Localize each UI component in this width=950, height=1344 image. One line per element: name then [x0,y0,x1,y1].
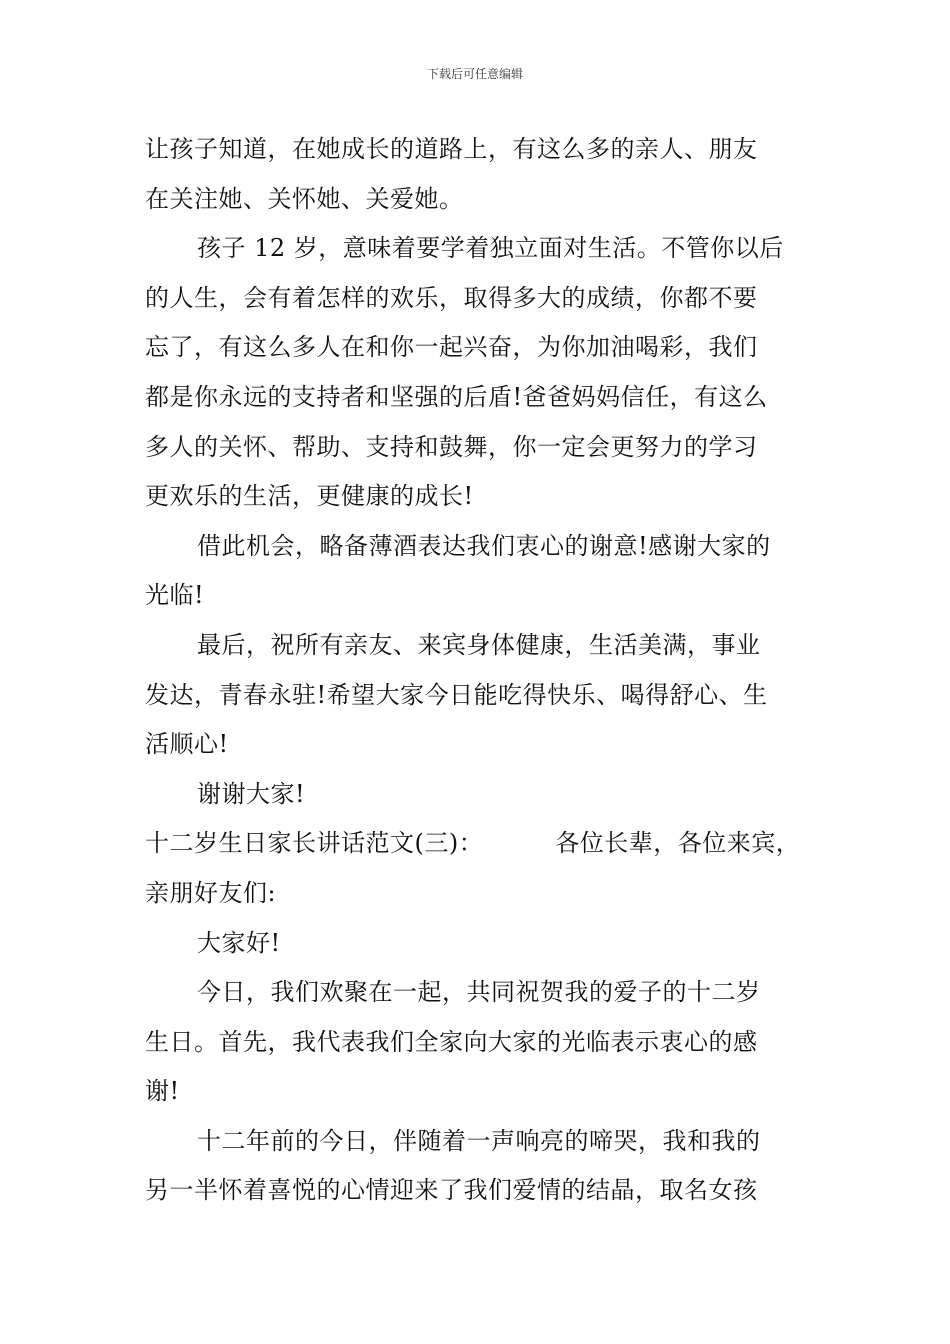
text-line: 另一半怀着喜悦的心情迎来了我们爱情的结晶，取名女孩 [145,1176,758,1205]
text-line: 谢谢大家! [197,779,306,808]
salutation: 各位长辈，各位来宾， [555,829,801,858]
text-line: 的人生，会有着怎样的欢乐，取得多大的成绩，你都不要 [145,283,758,312]
text-line: 十二年前的今日，伴随着一声响亮的啼哭，我和我的 [197,1126,761,1155]
text-line: 发达，青春永驻!希望大家今日能吃得快乐、喝得舒心、生 [145,680,768,709]
text-line: 更欢乐的生活，更健康的成长! [145,482,474,511]
text-line: 最后，祝所有亲友、来宾身体健康，生活美满，事业 [197,630,761,659]
section-heading-line [145,819,825,869]
text-line: 让孩子知道，在她成长的道路上，有这么多的亲人、朋友 [145,135,758,163]
text-line: 活顺心! [145,730,229,759]
text-line: 孩子 12 岁，意味着要学着独立面对生活。不管你以后 [197,234,784,263]
text-line: 大家好! [197,928,281,957]
text-line: 生日。首先，我代表我们全家向大家的光临表示衷心的感 [145,1027,758,1056]
text-line: 都是你永远的支持者和坚强的后盾!爸爸妈妈信任，有这么 [145,382,768,411]
text-line: 在关注她、关怀她、关爱她。 [145,184,464,213]
text-line: 借此机会，略备薄酒表达我们衷心的谢意!感谢大家的 [197,531,771,560]
text-line: 光临! [145,581,205,610]
text-line: 多人的关怀、帮助、支持和鼓舞，你一定会更努力的学习 [145,432,758,461]
document-body [145,125,825,1216]
text-line: 今日，我们欢聚在一起，共同祝贺我的爱子的十二岁 [197,978,761,1007]
section-heading: 十二岁生日家长讲话范文(三)： [145,829,484,858]
text-line: 亲朋好友们: [145,878,277,907]
page-header: 下载后可任意编辑 [426,67,523,81]
text-line: 谢! [145,1077,180,1106]
text-line: 忘了，有这么多人在和你一起兴奋，为你加油喝彩，我们 [145,333,758,362]
